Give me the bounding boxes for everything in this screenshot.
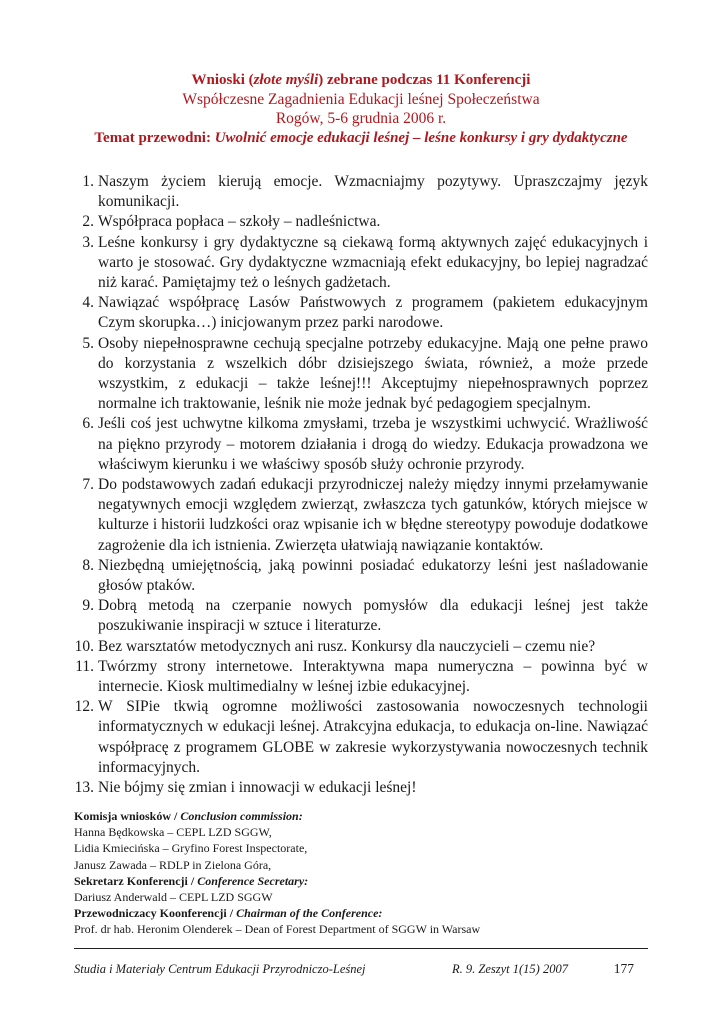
- commission-label: Komisja wniosków / Conclusion commission:: [74, 809, 303, 823]
- conference-subtitle: Współczesne Zagadnienia Edukacji leśnej Społeczeństwa: [182, 91, 540, 108]
- list-item: 7. Do podstawowych zadań edukacji przyrodniczej należy między innymi przełamywanie negatywnych emocji względem zwierząt, zwłaszcza tych gatunków, których miejsce w kulturze i historii ludzkości oraz wpisanie ich w błędne stereotypy powoduje dodatkowe zagrożenie dla ich istnienia. Zwierzęta ułatwiają nawiązanie kontaktów.: [82, 476, 648, 554]
- page-footer: [74, 962, 648, 980]
- page-number: 177: [613, 961, 634, 976]
- commission-member: Janusz Zawada – RDLP in Zielona Góra,: [74, 857, 272, 872]
- list-item: 13. Nie bójmy się zmian i innowacji w edukacji leśnej!: [74, 779, 417, 797]
- list-item: 2. Współpraca popłaca – szkoły – nadleśnictwa.: [82, 213, 381, 231]
- theme-text: Uwolnić emocje edukacji leśnej – leśne konkursy i gry dydaktyczne: [214, 130, 628, 146]
- chair-label: Przewodniczacy Koonferencji / Chairman of the Conference:: [74, 906, 383, 921]
- chair-name: Prof. dr hab. Heronim Olenderek – Dean of Forest Department of SGGW in Warsaw: [74, 922, 481, 937]
- list-item: 9. Dobrą metodą na czerpanie nowych pomysłów dla edukacji leśnej jest także poszukiwanie inspiracji w sztuce i literaturze.: [82, 597, 648, 635]
- journal-issue: R. 9. Zeszyt 1(15) 2007: [452, 962, 568, 976]
- journal-title: Studia i Materiały Centrum Edukacji Przyrodniczo-Leśnej: [74, 962, 366, 976]
- commission-member: Lidia Kmiecińska – Gryfino Forest Inspectorate,: [74, 841, 308, 856]
- commission-member: Hanna Będkowska – CEPL LZD SGGW,: [74, 825, 272, 840]
- list-item: 5. Osoby niepełnosprawne cechują specjalne potrzeby edukacyjne. Mają one pełne prawo do korzystania z wszelkich dóbr dzisiejszego świata, również, a może przede wszystkim, z edukacji – także leśnej!!! Akceptujmy niepełnosprawnych poprzez normalne ich traktowanie, leśnik nie może jednak być pedagogiem specjalnym.: [82, 334, 648, 413]
- list-item: 8. Niezbędną umiejętnością, jaką powinni posiadać edukatorzy leśni jest naśladowanie głosów ptaków.: [82, 556, 648, 595]
- list-item: 11. Twórzmy strony internetowe. Interaktywna mapa numeryczna – powinna być w internecie. Kiosk multimedialny w leśnej izbie edukacyjnej.: [75, 657, 648, 696]
- list-item: 3. Leśne konkursy i gry dydaktyczne są ciekawą formą aktywnych zajęć edukacyjnych i warto je stosować. Gry dydaktyczne wzmacniają efekt edukacyjny, bo lepiej nagradzać niż karać. Pamiętajmy też o leśnych gadżetach.: [82, 233, 648, 292]
- list-item: 10. Bez warsztatów metodycznych ani rusz. Konkursy dla nauczycieli – czemu nie?: [74, 637, 596, 655]
- list-item: 12. W SIPie tkwią ogromne możliwości zastosowania nowoczesnych technologii informatycznych w edukacji leśnej. Atrakcyjna edukacja, to edukacja on-line. Nawiązać współpracę z programem GLOBE w zakresie wykorzystywania nowoczesnych technik informacyjnych.: [74, 698, 648, 776]
- page-title: Wnioski (złote myśli) zebrane podczas 11 Konferencji: [191, 72, 531, 88]
- list-item: 1. Naszym życiem kierują emocje. Wzmacniajmy pozytywy. Upraszczajmy język komunikacji.: [82, 173, 648, 211]
- title-italic: złote myśli: [253, 72, 319, 88]
- document-header: [60, 70, 662, 149]
- conclusions-list: [74, 172, 648, 798]
- conference-date: Rogów, 5-6 grudnia 2006 r.: [275, 110, 447, 127]
- list-item: 6. Jeśli coś jest uchwytne kilkoma zmysłami, trzeba je wszystkimi uchwycić. Wrażliwość na piękno przyrody – motorem działania i drogą do wiedzy. Edukacja prowadzona we właściwym kierunku i we właściwy sposób służy ochronie przyrody.: [82, 415, 648, 473]
- list-item: 4. Nawiązać współpracę Lasów Państwowych z programem (pakietem edukacyjnym Czym skorupka…) inicjowanym przez parki narodowe.: [82, 294, 648, 332]
- conference-theme: Temat przewodni: Uwolnić emocje edukacji leśnej – leśne konkursy i gry dydaktyczne: [94, 130, 628, 146]
- secretary-name: Dariusz Anderwald – CEPL LZD SGGW: [74, 890, 273, 905]
- footer-divider: [74, 948, 648, 949]
- commission-block: [74, 808, 654, 938]
- secretary-label: Sekretarz Konferencji / Conference Secretary:: [74, 873, 309, 888]
